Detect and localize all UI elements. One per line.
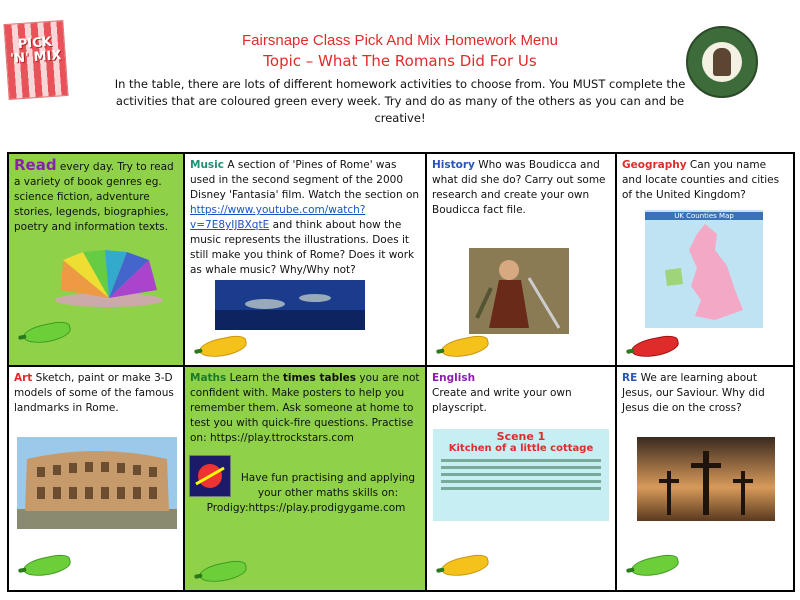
music-youtube-link[interactable]: https://www.youtube.com/watch?v=7E8yIJBXqtE — [190, 204, 366, 231]
green-chilli-icon — [22, 319, 73, 347]
cell-art: Art Sketch, paint or make 3-D models of some of the famous landmarks in Rome. — [8, 366, 184, 591]
maths-heading: Maths — [190, 372, 227, 384]
re-heading: RE — [622, 372, 638, 384]
music-heading: Music — [190, 159, 224, 171]
cell-history: History Who was Boudicca and what did she do? Carry out some research and create your own Boudicca fact file. — [426, 153, 616, 366]
ttrockstars-logo — [189, 455, 231, 497]
history-heading: History — [432, 159, 475, 171]
logo-text: PICK 'N' MIX — [9, 34, 62, 67]
whales-image — [215, 280, 365, 330]
pick-n-mix-logo — [3, 20, 68, 100]
intro-text: In the table, there are lots of different homework activities to choose from. You MUST complete the activities that are coloured green every week. Try and do as many of the others as you can and be creative! — [114, 77, 686, 125]
art-heading: Art — [14, 372, 33, 384]
yellow-chilli-icon — [440, 333, 491, 361]
rainbow-book-image — [53, 250, 165, 310]
colosseum-image — [17, 437, 177, 529]
cell-re: RE We are learning about Jesus, our Saviour. Why did Jesus die on the cross? — [616, 366, 794, 591]
boudicca-image — [469, 248, 569, 334]
read-heading: Read — [14, 156, 57, 174]
english-heading: English — [432, 372, 476, 384]
green-chilli-icon — [22, 552, 73, 580]
homework-grid — [7, 152, 795, 592]
red-chilli-icon — [630, 333, 681, 361]
green-chilli-icon — [630, 552, 681, 580]
topic-title: Topic – What The Romans Did For Us — [263, 52, 537, 70]
uk-map-image: UK Counties Map — [645, 210, 763, 328]
playscript-image: Scene 1 Kitchen of a little cottage — [433, 429, 609, 521]
cell-english: English Create and write your own playscript. Scene 1 Kitchen of a little cottage — [426, 366, 616, 591]
yellow-chilli-icon — [440, 552, 491, 580]
crosses-image — [637, 437, 775, 521]
school-crest-logo — [686, 26, 758, 98]
cell-geography: Geography Can you name and locate counties and cities of the United Kingdom? UK Counties Map — [616, 153, 794, 366]
green-chilli-icon — [198, 558, 249, 586]
read-text: every day. Try to read a variety of book genres eg. science fiction, adventure stories, legends, biographies, poetry and information texts. — [14, 161, 174, 233]
yellow-chilli-icon — [198, 333, 249, 361]
page-title: Fairsnape Class Pick And Mix Homework Menu — [242, 32, 558, 49]
geography-heading: Geography — [622, 159, 687, 171]
cell-music: Music A section of 'Pines of Rome' was used in the second segment of the 2000 Disney 'Fantasia' film. Watch the section on https://www.youtube.com/watch?v=7E8yIJBXqtE and think about how the music represents the illustrations. Does it still make you think of Rome? Does it work as whale music? Why/Why not? — [184, 153, 426, 366]
cell-read — [8, 153, 184, 366]
cell-maths: Maths Learn the times tables you are not confident with. Make posters to help you remember them. Ask someone at home to test you with quick-fire questions. Practise on: https://play.ttrockstars.com Have fun practising and applying your other maths skills on: Prodigy:https://play.prodigygame.com — [184, 366, 426, 591]
